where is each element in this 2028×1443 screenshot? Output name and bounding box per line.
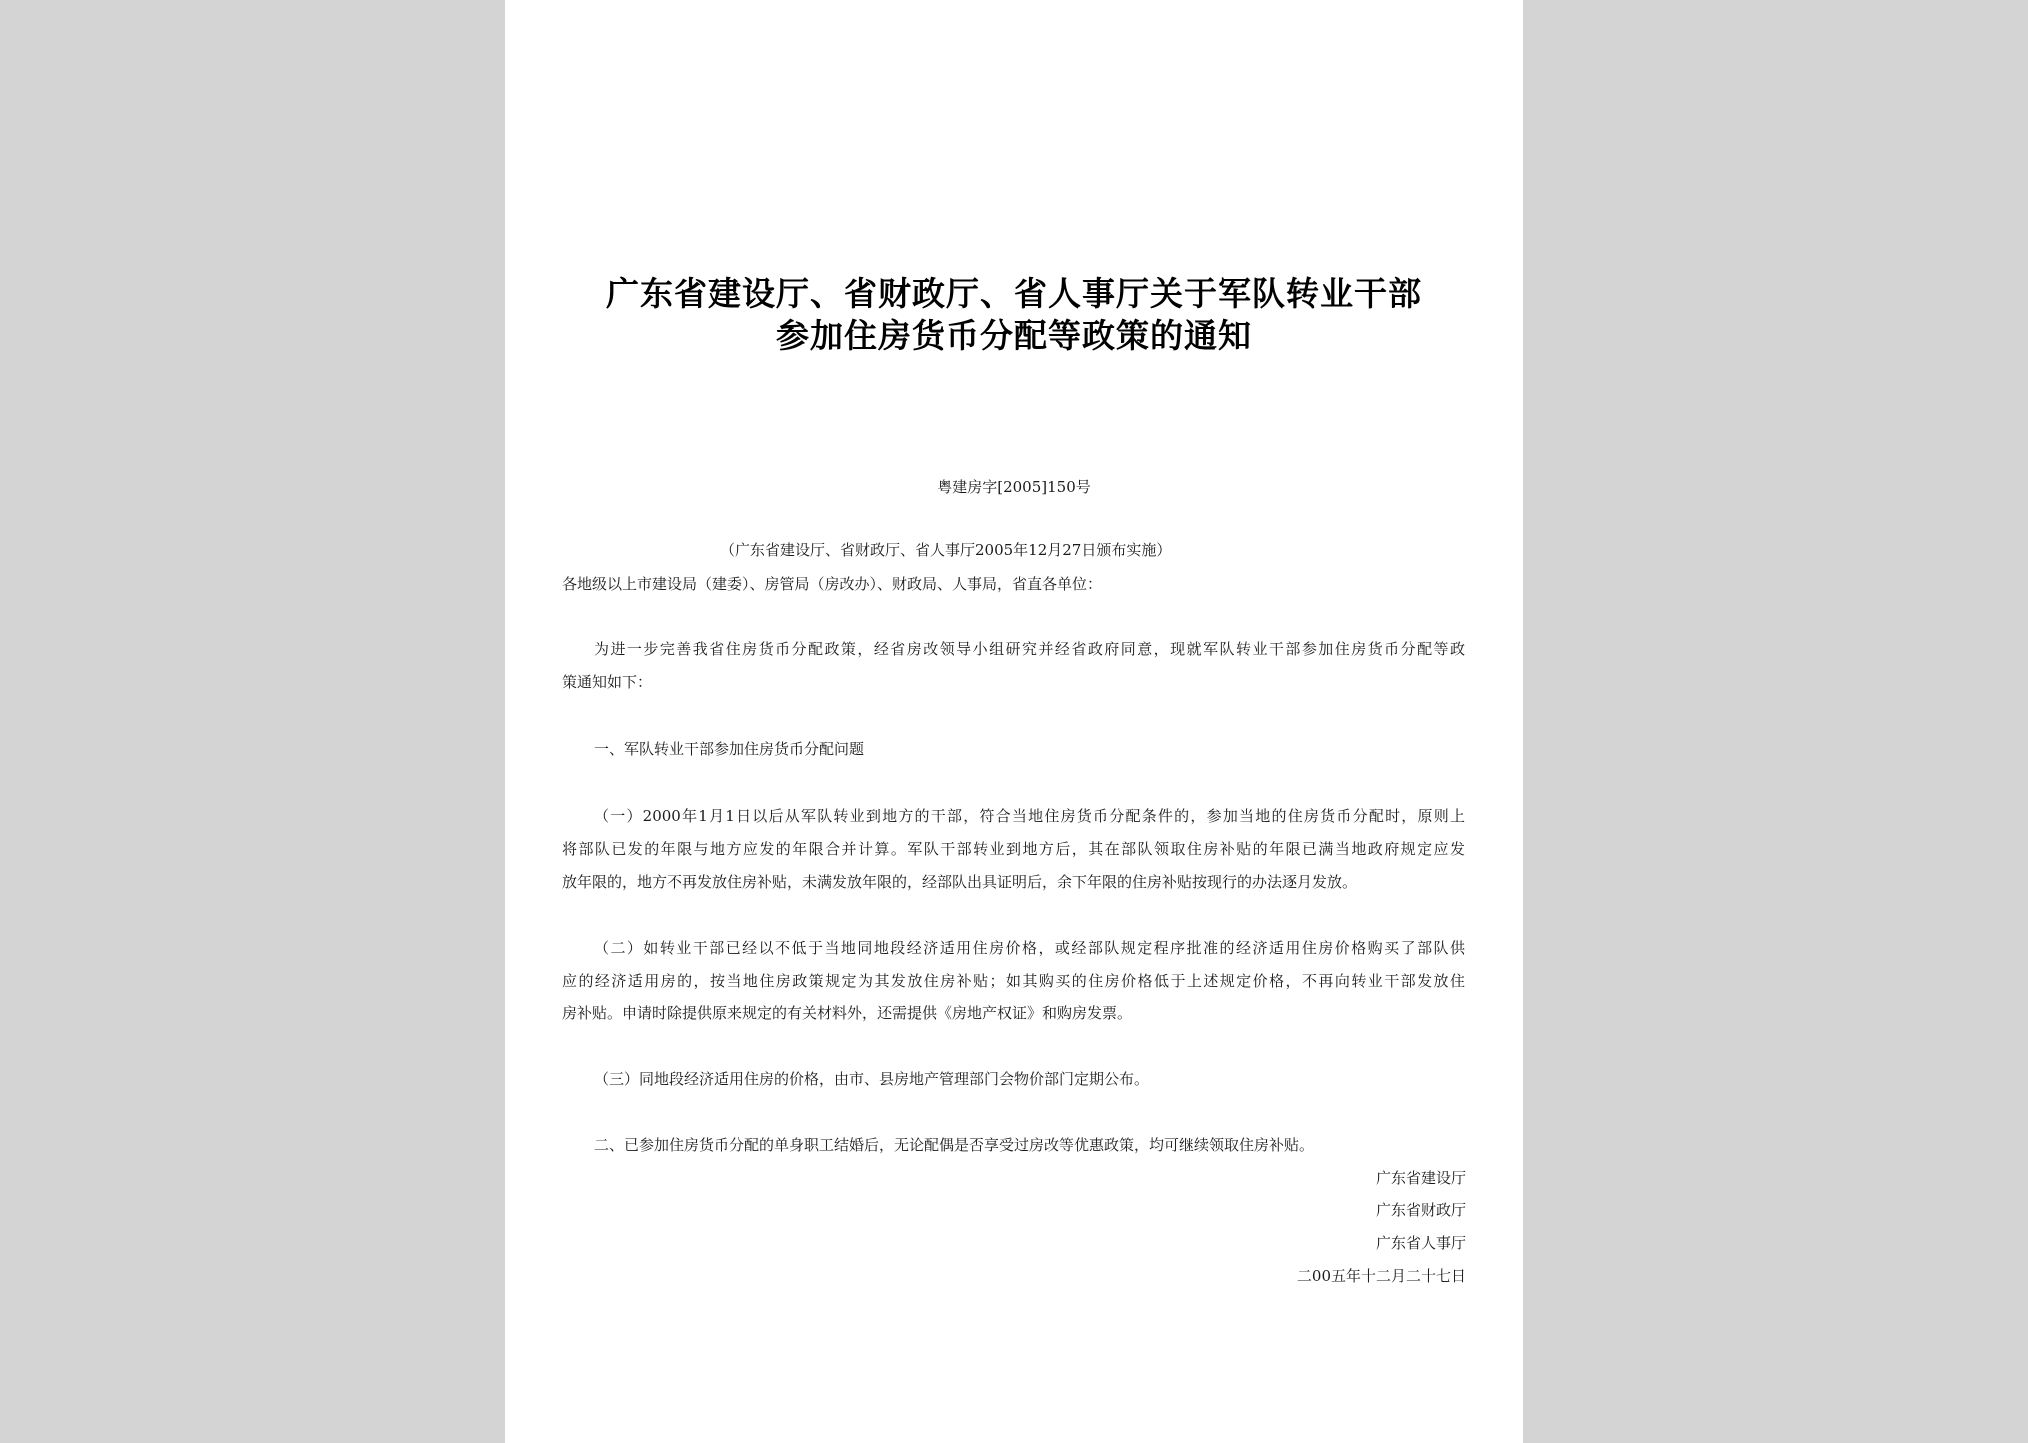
item-3-line-1: （三）同地段经济适用住房的价格，由市、县房地产管理部门会物价部门定期公布。	[594, 1070, 1150, 1088]
section-1-heading: 一、军队转业干部参加住房货币分配问题	[594, 740, 865, 758]
document-date: 二00五年十二月二十七日	[1296, 1267, 1466, 1285]
issuance-note: （广东省建设厅、省财政厅、省人事厅2005年12月27日颁布实施）	[720, 541, 1172, 559]
document-page	[505, 0, 1523, 1443]
document-title-line-1: 广东省建设厅、省财政厅、省人事厅关于军队转业干部	[606, 274, 1422, 313]
section-2-line: 二、已参加住房货币分配的单身职工结婚后，无论配偶是否享受过房改等优惠政策，均可继续领取住房补贴。	[594, 1136, 1315, 1154]
item-1-line-1: （一）2000年1月1日以后从军队转业到地方的干部，符合当地住房货币分配条件的，参加当地的住房货币分配时，原则上	[594, 807, 1465, 825]
intro-paragraph-line-2: 策通知如下：	[562, 673, 653, 691]
document-number: 粤建房字[2005]150号	[937, 478, 1091, 496]
item-2-line-1: （二）如转业干部已经以不低于当地同地段经济适用住房价格，或经部队规定程序批准的经济适用住房价格购买了部队供	[594, 939, 1465, 957]
signature-finance-dept: 广东省财政厅	[1375, 1201, 1466, 1219]
item-2-line-3: 房补贴。申请时除提供原来规定的有关材料外，还需提供《房地产权证》和购房发票。	[562, 1004, 1133, 1022]
item-2-line-2: 应的经济适用房的，按当地住房政策规定为其发放住房补贴；如其购买的住房价格低于上述规定价格，不再向转业干部发放住	[562, 972, 1465, 990]
addressee: 各地级以上市建设局（建委）、房管局（房改办）、财政局、人事局，省直各单位：	[562, 575, 1103, 593]
item-1-line-3: 放年限的，地方不再发放住房补贴，未满发放年限的，经部队出具证明后，余下年限的住房补贴按现行的办法逐月发放。	[562, 873, 1358, 891]
document-title-line-2: 参加住房货币分配等政策的通知	[776, 316, 1252, 355]
intro-paragraph-line-1: 为进一步完善我省住房货币分配政策，经省房改领导小组研究并经省政府同意，现就军队转业干部参加住房货币分配等政	[594, 640, 1465, 658]
item-1-line-2: 将部队已发的年限与地方应发的年限合并计算。军队干部转业到地方后，其在部队领取住房补贴的年限已满当地政府规定应发	[562, 840, 1465, 858]
signature-construction-dept: 广东省建设厅	[1375, 1169, 1466, 1187]
signature-personnel-dept: 广东省人事厅	[1375, 1234, 1466, 1252]
